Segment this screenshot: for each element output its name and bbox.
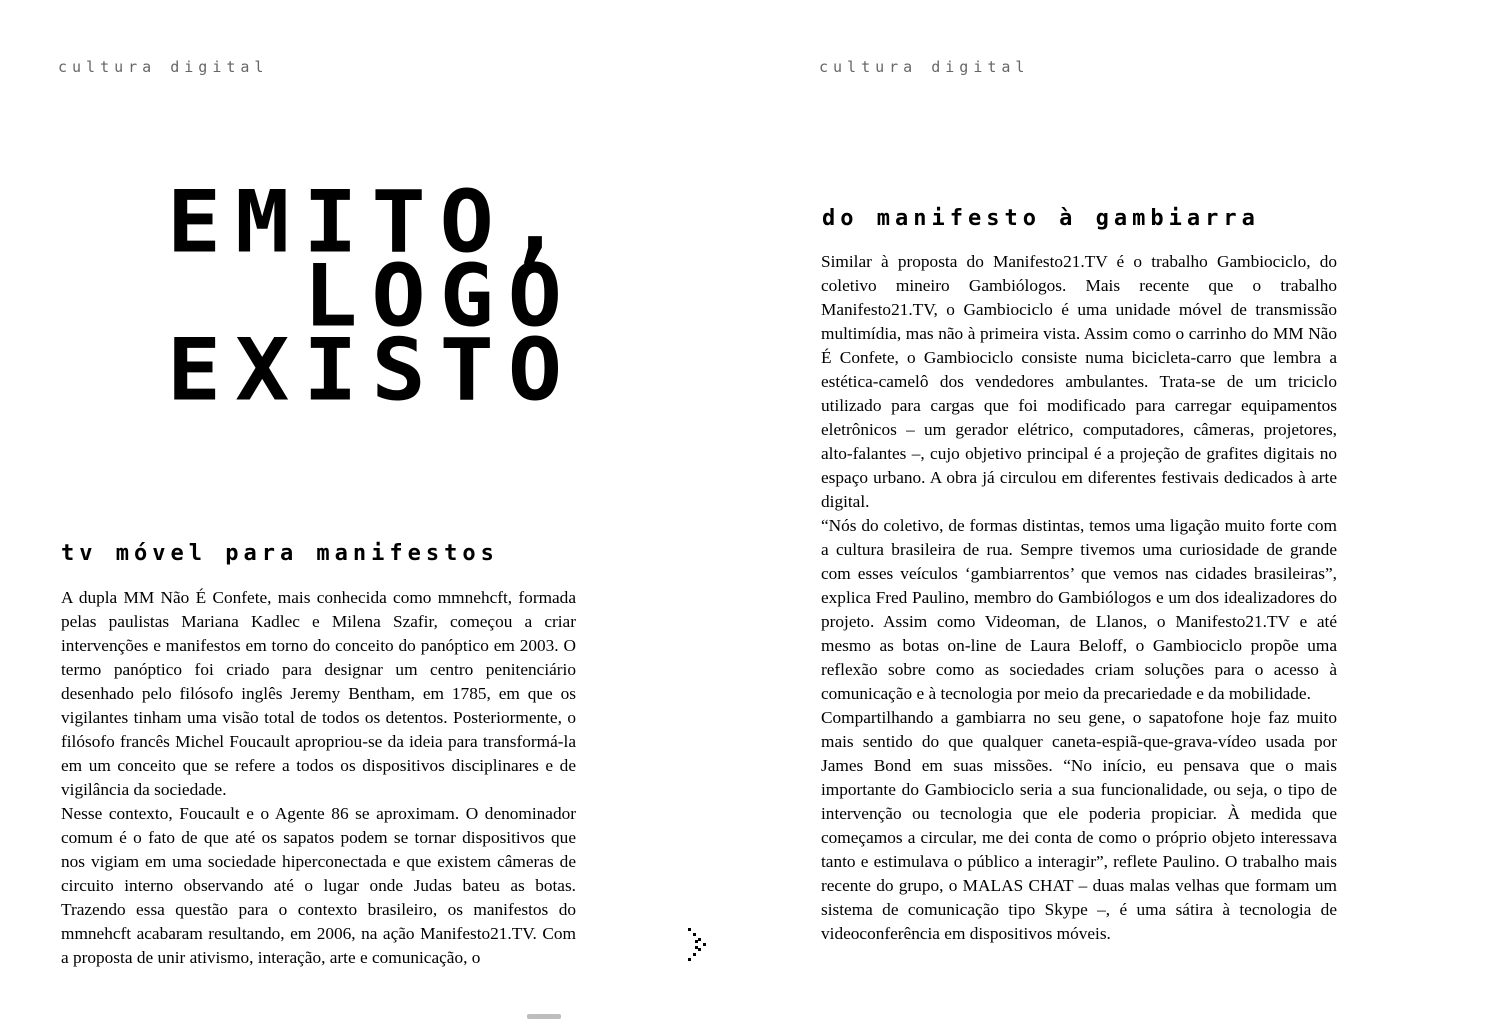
section-heading: tv móvel para manifestos <box>61 541 499 566</box>
title-line-2: LOGO <box>303 246 576 347</box>
chapter-title <box>166 172 576 421</box>
dotted-arrow-icon[interactable] <box>686 926 712 966</box>
running-head: cultura digital <box>58 58 269 76</box>
body-text <box>821 250 1337 946</box>
paragraph: “Nós do coletivo, de formas distintas, temos uma ligação muito forte com a cultura brasileira de rua. Sempre tivemos uma curiosidade de grande com esses veículos ‘gambiarrentos’ que vemos nas cidades brasileiras”, explica Fred Paulino, membro do Gambiólogos e um dos idealizadores do projeto. Assim como Videoman, de Llanos, o Manifesto21.TV e até mesmo as botas on-line de Laura Beloff, o Gambiociclo propõe uma reflexão sobre como as sociedades criam soluções para o acesso à comunicação e à tecnologia por meio da precariedade e da mobilidade. <box>821 516 1337 703</box>
right-page <box>749 0 1498 1024</box>
title-line-1: EMITO, <box>166 172 576 273</box>
paragraph: Nesse contexto, Foucault e o Agente 86 se aproximam. O denominador comum é o fato de que até os sapatos podem se tornar dispositivos que nos vigiam em uma sociedade hiperconectada e que existem câmeras de circuito interno observando até o lugar onde Judas bateu as botas. Trazendo essa questão para o contexto brasileiro, os manifestos do mmnehcft acabaram resultando, em 2006, na ação Manifesto21.TV. Com a proposta de unir ativismo, interação, arte e comunicação, o <box>61 804 576 967</box>
body-text <box>61 586 576 970</box>
running-head: cultura digital <box>819 58 1030 76</box>
paragraph: Compartilhando a gambiarra no seu gene, o sapatofone hoje faz muito mais sentido do que qualquer caneta-espiã-que-grava-vídeo usada por James Bond em suas missões. “No início, eu pensava que o mais importante do Gambiociclo seria a sua funcionalidade, ou seja, o tipo de intervenção ou tecnologia que ele poderia propiciar. À medida que começamos a circular, me dei conta de como o próprio objeto interessava tanto e estimulava o público a interagir”, reflete Paulino. O trabalho mais recente do grupo, o MALAS CHAT – duas malas velhas que formam um sistema de comunicação tipo Skype –, é uma sátira à tecnologia de videoconferência em dispositivos móveis. <box>821 708 1337 943</box>
title-line-3: EXISTO <box>166 320 576 421</box>
paragraph: Similar à proposta do Manifesto21.TV é o trabalho Gambiociclo, do coletivo mineiro Gambiólogos. Mais recente que o trabalho Manifesto21.TV, o Gambiociclo é uma unidade móvel de transmissão multimídia, mas não à primeira vista. Assim como o carrinho do MM Não É Confete, o Gambiociclo consiste numa bicicleta-carro que lembra a estética-camelô dos vendedores ambulantes. Trata-se de um triciclo utilizado para cargas que foi modificado para carregar equipamentos eletrônicos – um gerador elétrico, computadores, câmeras, projetores, alto-falantes –, cujo objetivo principal é a projeção de grafites digitais no espaço urbano. A obra já circulou em diferentes festivais dedicados à arte digital. <box>821 252 1337 511</box>
section-heading: do manifesto à gambiarra <box>822 206 1260 231</box>
paragraph: A dupla MM Não É Confete, mais conhecida como mmnehcft, formada pelas paulistas Mariana Kadlec e Milena Szafir, começou a criar intervenções e manifestos em torno do conceito do panóptico em 2003. O termo panóptico foi criado para designar um centro penitenciário desenhado pelo filósofo inglês Jeremy Bentham, em 1785, em que os vigilantes tinham uma visão total de todos os detentos. Posteriormente, o filósofo francês Michel Foucault apropriou-se da ideia para transformá-la em um conceito que se refere a todos os dispositivos disciplinares e de vigilância da sociedade. <box>61 588 576 799</box>
page-indicator[interactable] <box>527 1014 561 1019</box>
